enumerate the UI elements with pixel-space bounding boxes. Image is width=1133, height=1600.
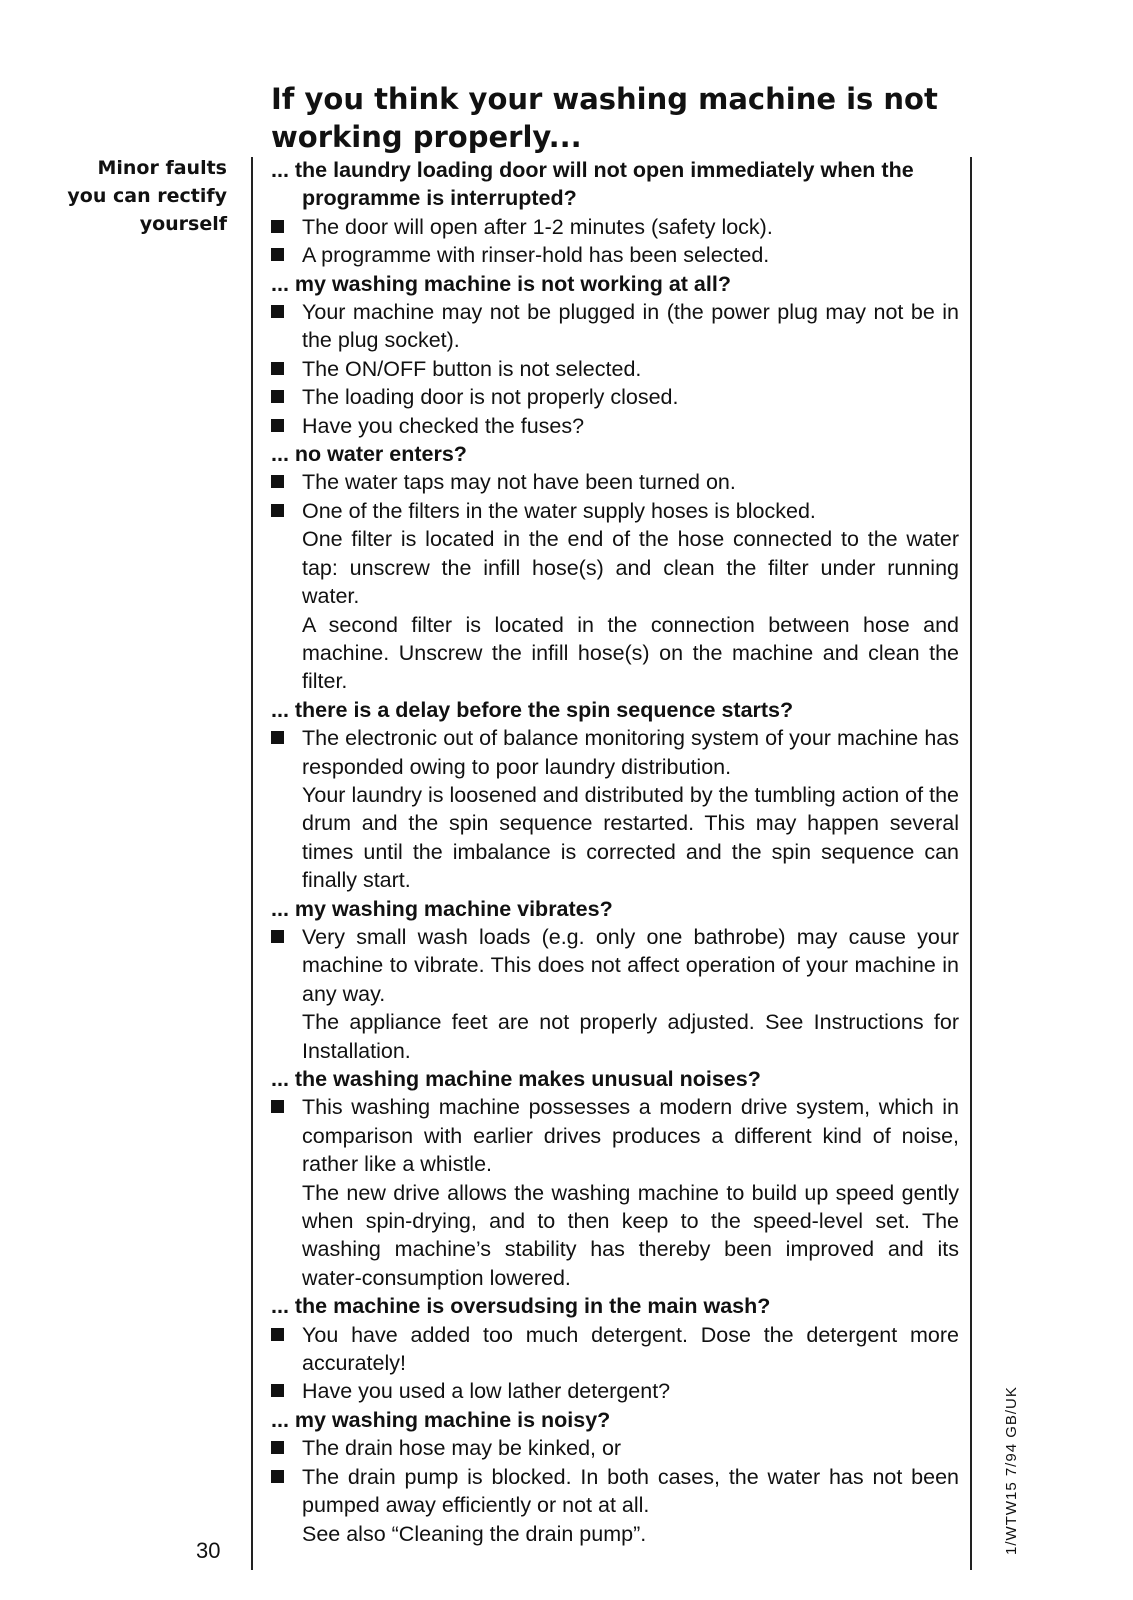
square-bullet-icon: [271, 419, 284, 432]
square-bullet-icon: [271, 1470, 284, 1483]
bullet-text: You have added too much detergent. Dose the detergent more accurately!: [302, 1322, 959, 1376]
explanation-paragraph: A second filter is located in the connection between hose and machine. Unscrew the infill hose(s) on the machine and clean the filter.: [302, 612, 959, 694]
bullet-text: The drain pump is blocked. In both cases, the water has not been pumped away efficiently or not at all.: [302, 1464, 959, 1518]
explanation-paragraph: Your laundry is loosened and distributed by the tumbling action of the drum and the spin sequence restarted. This may happen several times until the imbalance is corrected and the spin sequence can finally start.: [302, 782, 959, 893]
square-bullet-icon: [271, 390, 284, 403]
square-bullet-icon: [271, 475, 284, 488]
bullet-text: This washing machine possesses a modern drive system, which in comparison with earlier drives produces a different kind of noise, rather like a whistle.: [302, 1095, 959, 1177]
document-code: 1/WTW15 7/94 GB/UK: [1003, 1386, 1020, 1555]
fault-question: ... my washing machine is not working at all?: [271, 271, 731, 296]
fault-question: ... the machine is oversudsing in the main wash?: [271, 1294, 771, 1319]
bullet-text: Your machine may not be plugged in (the power plug may not be in the plug socket).: [302, 300, 959, 353]
explanation-paragraph: The new drive allows the washing machine to build up speed gently when spin-drying, and to then keep to the speed-level set. The washing machine’s stability has thereby been improved and its water-consumption lowered.: [302, 1180, 959, 1290]
bullet-item: [271, 383, 959, 411]
square-bullet-icon: [271, 731, 284, 744]
bullet-item: [271, 468, 959, 496]
bullet-text: One of the filters in the water supply hoses is blocked.: [302, 498, 816, 523]
square-bullet-icon: [271, 504, 284, 517]
bullet-item: [271, 1377, 959, 1405]
left-divider: [251, 157, 253, 1570]
bullet-text: Very small wash loads (e.g. only one bathrobe) may cause your machine to vibrate. This does not affect operation of your machine in any way.: [302, 924, 959, 1006]
fault-question: ... no water enters?: [271, 442, 467, 467]
bullet-item: [271, 724, 959, 781]
fault-section: [271, 440, 959, 696]
square-bullet-icon: [271, 305, 284, 318]
explanation-paragraph: See also “Cleaning the drain pump”.: [302, 1521, 647, 1546]
square-bullet-icon: [271, 1441, 284, 1454]
square-bullet-icon: [271, 248, 284, 261]
bullet-item: [271, 1093, 959, 1178]
fault-question: ... my washing machine is noisy?: [271, 1407, 611, 1432]
bullet-text: Have you checked the fuses?: [302, 413, 585, 438]
square-bullet-icon: [271, 220, 284, 233]
bullet-text: A programme with rinser-hold has been selected.: [302, 243, 770, 268]
bullet-text: The drain hose may be kinked, or: [302, 1436, 622, 1461]
bullet-text: The loading door is not properly closed.: [302, 385, 679, 410]
bullet-item: [271, 298, 959, 355]
fault-section: [271, 1406, 959, 1548]
bullet-text: Have you used a low lather detergent?: [302, 1379, 671, 1404]
sidebar-line: Minor faults: [97, 157, 227, 179]
sidebar-heading: [20, 154, 227, 238]
fault-question: ... there is a delay before the spin sequence starts?: [271, 697, 794, 722]
square-bullet-icon: [271, 930, 284, 943]
fault-section: [271, 270, 959, 440]
bullet-item: [271, 241, 959, 269]
explanation-paragraph: One filter is located in the end of the hose connected to the water tap: unscrew the infill hose(s) and clean the filter under running water.: [302, 527, 959, 609]
bullet-item: [271, 355, 959, 383]
bullet-text: The door will open after 1-2 minutes (safety lock).: [302, 214, 773, 239]
page-title: If you think your washing machine is not working properly...: [271, 82, 938, 154]
page-number: 30: [196, 1538, 221, 1563]
bullet-item: [271, 497, 959, 525]
square-bullet-icon: [271, 1100, 284, 1113]
square-bullet-icon: [271, 1384, 284, 1397]
bullet-text: The electronic out of balance monitoring system of your machine has responded owing to poor laundry distribution.: [302, 726, 959, 779]
fault-question: ... my washing machine vibrates?: [271, 896, 613, 921]
square-bullet-icon: [271, 362, 284, 375]
sidebar-line: yourself: [139, 213, 227, 235]
explanation-paragraph: The appliance feet are not properly adjusted. See Instructions for Installation.: [302, 1010, 959, 1063]
fault-section: [271, 895, 959, 1065]
fault-section: [271, 1292, 959, 1406]
bullet-item: [271, 412, 959, 440]
bullet-text: The ON/OFF button is not selected.: [302, 356, 642, 381]
bullet-item: [271, 1321, 959, 1378]
bullet-item: [271, 923, 959, 1008]
bullet-item: [271, 213, 959, 241]
fault-section: [271, 1065, 959, 1292]
troubleshooting-content: [271, 156, 959, 1548]
right-divider: [970, 157, 972, 1570]
sidebar-line: you can rectify: [67, 185, 227, 207]
fault-section: [271, 156, 959, 270]
bullet-item: [271, 1463, 959, 1520]
square-bullet-icon: [271, 1328, 284, 1341]
fault-question: ... the washing machine makes unusual noises?: [271, 1067, 761, 1091]
bullet-text: The water taps may not have been turned on.: [302, 470, 736, 495]
bullet-item: [271, 1434, 959, 1462]
fault-section: [271, 696, 959, 895]
fault-question: ... the laundry loading door will not open immediately when the programme is interrupted?: [271, 158, 914, 211]
